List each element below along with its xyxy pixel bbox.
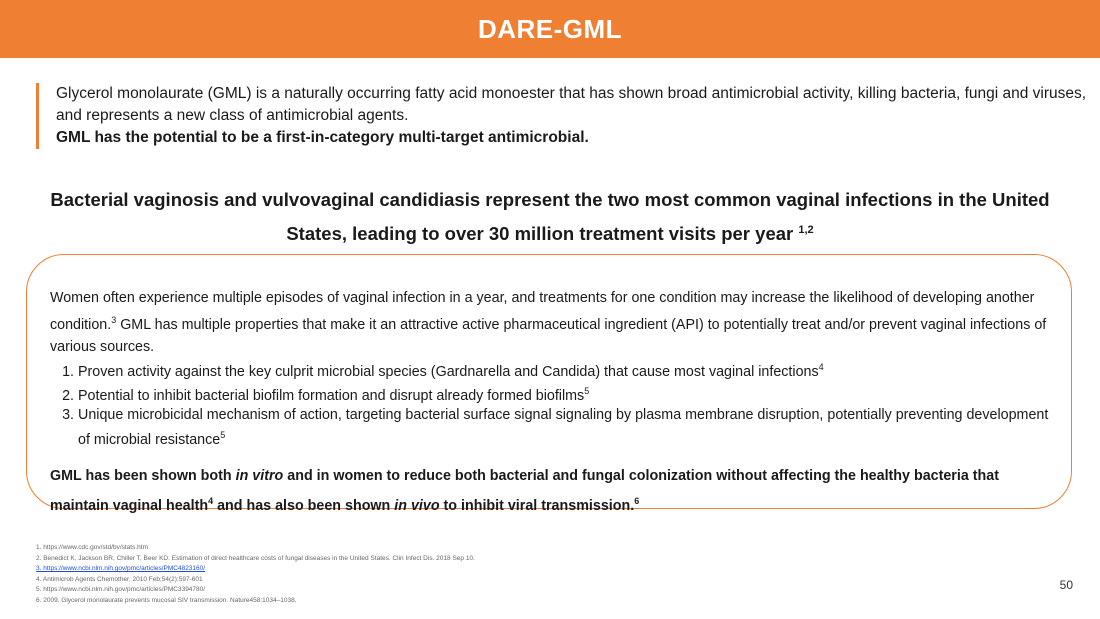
info-box-content xyxy=(50,287,1060,519)
list-item xyxy=(78,358,1060,382)
header-bar xyxy=(0,0,1100,58)
conclusion-ref: 6 xyxy=(634,496,640,507)
headline-ref: 1,2 xyxy=(798,224,814,236)
reference-item: 6. 2009. Glycerol monolaurate prevents mucosal SIV transmission. Nature458:1034–1038. xyxy=(36,596,297,604)
conclusion-part: and in women to reduce both bacterial and fungal colonization without affecting the healthy bacteria that maintain vaginal health xyxy=(50,468,999,514)
headline xyxy=(40,185,1060,249)
info-paragraph-part1: Women often experience multiple episodes of vaginal infection in a year, and treatments for one condition may increase the likelihood of developing another condition. xyxy=(50,290,1035,333)
intro-bold-statement: GML has the potential to be a first-in-category multi-target antimicrobial. xyxy=(56,129,589,146)
list-item-text: Unique microbicidal mechanism of action, targeting bacterial surface signal signaling by plasma membrane disruption, potentially preventing development of microbial resistance xyxy=(78,407,1049,448)
list-item-ref: 4 xyxy=(818,361,824,372)
list-item xyxy=(78,406,1060,450)
list-item-text: Proven activity against the key culprit microbial species (Gardnarella and Candida) that cause most vaginal infections xyxy=(78,363,819,380)
conclusion-statement xyxy=(50,464,1060,519)
reference-item: 5. https://www.ncbi.nlm.nih.gov/pmc/articles/PMC3394780/ xyxy=(36,586,206,593)
references-list xyxy=(36,543,736,606)
conclusion-italic: in vitro xyxy=(235,468,284,485)
conclusion-part: to inhibit viral transmission. xyxy=(439,497,635,514)
info-paragraph xyxy=(50,287,1060,358)
conclusion-ref: 4 xyxy=(208,496,214,507)
reference-item: 4. Antimicrob Agents Chemother. 2010 Feb;54(2):597-601 xyxy=(36,575,203,583)
intro-text: Glycerol monolaurate (GML) is a naturally occurring fatty acid monoester that has shown broad antimicrobial activity, killing bacteria, fungi and viruses, and represents a new class of antimicrobial agents. xyxy=(56,85,1087,124)
conclusion-part: and has also been shown xyxy=(213,497,395,514)
headline-text: Bacterial vaginosis and vulvovaginal candidiasis represent the two most common vaginal infections in the United States, leading to over 30 million treatment visits per year xyxy=(50,189,1050,245)
slide-title: DARE-GML xyxy=(477,13,623,44)
property-list xyxy=(50,358,1060,450)
list-item xyxy=(78,382,1060,406)
page-number: 50 xyxy=(1059,578,1073,592)
info-paragraph-ref: 3 xyxy=(111,315,117,325)
reference-item: 1. https://www.cdc.gov/std/bv/stats.htm xyxy=(36,544,148,551)
list-item-ref: 5 xyxy=(220,429,226,440)
reference-link[interactable]: 3. https://www.ncbi.nlm.nih.gov/pmc/articles/PMC4823160/ xyxy=(36,565,206,572)
conclusion-italic: in vivo xyxy=(394,497,440,514)
intro-block xyxy=(36,83,1096,149)
list-item-text: Potential to inhibit bacterial biofilm formation and disrupt already formed biofilms xyxy=(78,387,585,404)
conclusion-part: GML has been shown both xyxy=(50,468,236,485)
list-item-ref: 5 xyxy=(584,386,590,397)
reference-item: 2. Benedict K, Jackson BR, Chiller T, Beer KD. Estimation of direct healthcare costs of fungal diseases in the United States. Clin Infect Dis. 2018 Sep 10. xyxy=(36,554,475,562)
info-paragraph-part2: GML has multiple properties that make it an attractive active pharmaceutical ingredient (API) to potentially treat and/or prevent vaginal infections of various sources. xyxy=(50,316,1047,355)
